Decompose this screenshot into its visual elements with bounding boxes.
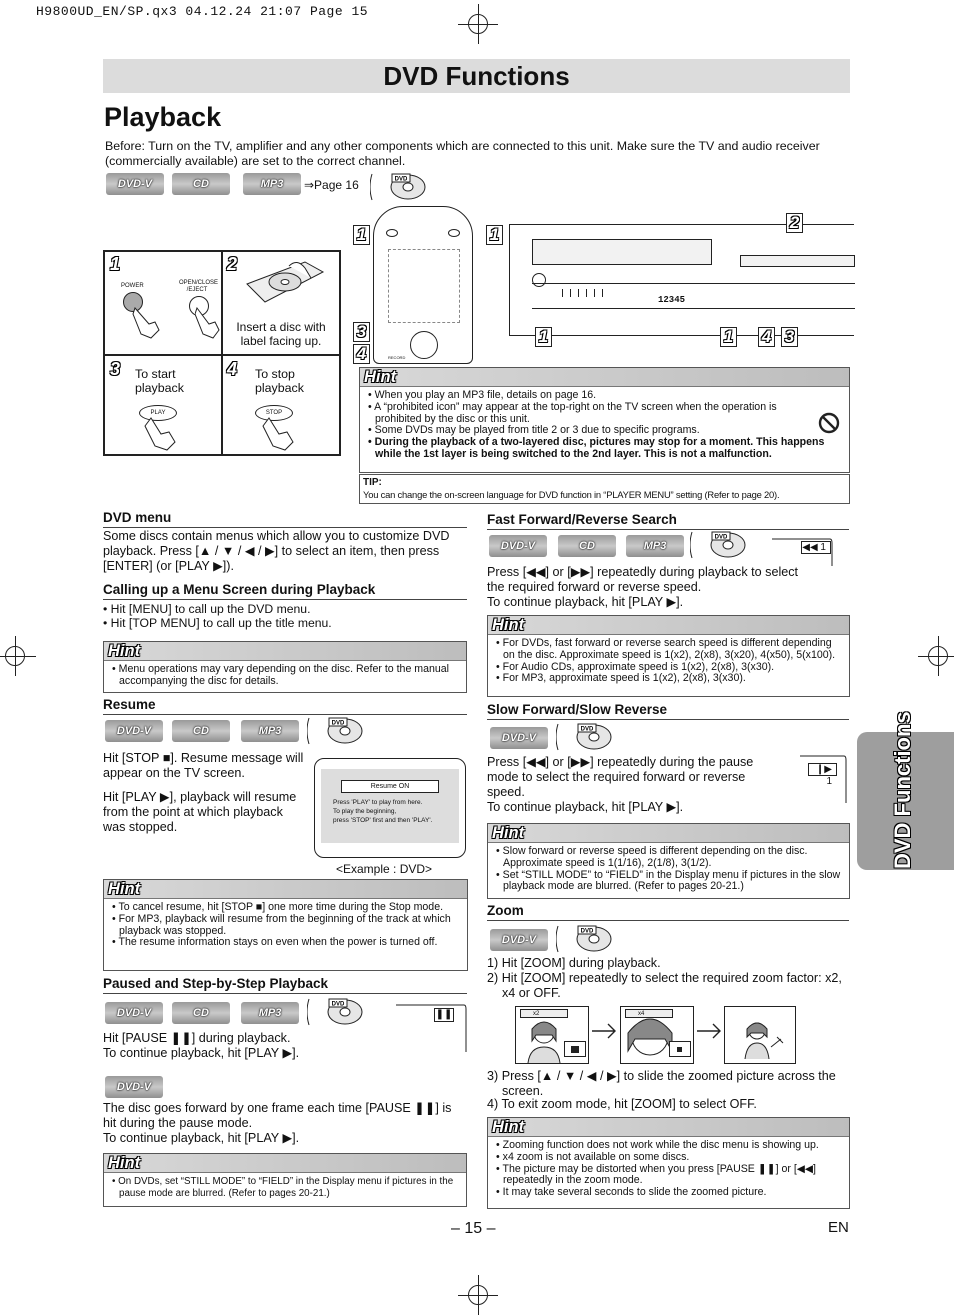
svg-text:DVD: DVD <box>331 720 345 727</box>
zoom-step-3: 3) Press [▲ / ▼ / ◀ / ▶] to slide the zoomed picture across the screen. <box>487 1069 836 1098</box>
callout-3: 3 <box>781 327 798 347</box>
slow-heading: Slow Forward/Slow Reverse <box>487 702 849 720</box>
zoom-step-4: 4) To exit zoom mode, hit [ZOOM] to select OFF. <box>487 1097 757 1111</box>
hint-item: • The resume information stays on even when the power is turned off. <box>109 937 463 949</box>
hint-title: Hint <box>492 1118 525 1136</box>
intro-text: Before: Turn on the TV, amplifier and any other components which are connected to this unit. Make sure the TV and audio receiver (commercially available) are set to the correct channel. <box>105 139 820 168</box>
hint-item: • x4 zoom is not available on some discs. <box>493 1152 845 1164</box>
remote-eject-button <box>448 229 460 237</box>
zoom-x2-label: x2 <box>520 1009 568 1018</box>
dvd-vcr-unit <box>509 224 854 336</box>
hand-icon <box>139 414 179 452</box>
mp3-badge: MP3 <box>243 173 301 195</box>
hint-zoom <box>487 1117 850 1209</box>
ff-heading: Fast Forward/Reverse Search <box>487 512 849 530</box>
resume-screen-line-1: Press 'PLAY' to play from here. <box>333 799 423 806</box>
open-close-label: OPEN/CLOSE /EJECT <box>179 280 219 293</box>
calling-line-2: • Hit [TOP MENU] to call up the title menu. <box>103 616 332 630</box>
resume-example-caption: <Example : DVD> <box>336 862 433 876</box>
hint-slow <box>487 823 850 899</box>
hint-title: Hint <box>108 880 141 898</box>
callout-3: 3 <box>353 322 370 342</box>
cd-badge: CD <box>172 173 230 195</box>
remote-keypad <box>388 249 460 323</box>
dvdv-badge: DVD-V <box>105 720 163 742</box>
dvd-menu-text: Some discs contain menus which allow you to customize DVD playback. Press [▲ / ▼ / ◀ / ▶] to select an item, then press [ENTER] (or [PLAY ▶]). <box>103 529 450 573</box>
stop-instruction: To stop playback <box>255 367 304 395</box>
resume-screen-title: Resume ON <box>341 780 439 793</box>
dvd-disc-icon <box>370 172 426 202</box>
slow-display: ❙▶ 1 <box>808 763 837 776</box>
remote-play-button <box>410 331 438 359</box>
callout-2: 2 <box>786 213 803 233</box>
insert-instruction: Insert a disc with label facing up. <box>236 320 326 348</box>
front-buttons <box>560 289 610 297</box>
hint-title: Hint <box>108 642 141 660</box>
hint-item: • Slow forward or reverse speed is different depending on the disc. Approximate speed is 1(1/16), 2(1/8), 3(1/2). <box>493 846 845 870</box>
dvd-disc-icon <box>556 722 612 752</box>
hint-menu <box>103 641 467 693</box>
svg-text:DVD: DVD <box>580 726 594 733</box>
hint-item: • Menu operations may vary depending on the disc. Refer to the manual accompanying the disc for details. <box>109 664 462 688</box>
dvd-disc-icon <box>307 997 363 1027</box>
svg-text:DVD: DVD <box>580 928 594 935</box>
svg-text:DVD: DVD <box>331 1001 345 1008</box>
dvdv-badge: DVD-V <box>106 173 164 195</box>
callout-4: 4 <box>758 327 775 347</box>
dvd-disc-icon <box>556 924 612 954</box>
remote-power-button <box>386 229 398 237</box>
tip-text: You can change the on-screen language for DVD function in “PLAYER MENU” setting (Refer to page 20). <box>363 489 780 500</box>
remote-control <box>373 206 473 364</box>
hint-paused <box>103 1153 467 1207</box>
svg-text:DVD: DVD <box>714 534 728 541</box>
hint-ff <box>487 615 850 697</box>
page-ref: ⇒Page 16 <box>304 178 359 192</box>
play-button: PLAY <box>139 405 177 421</box>
hint-item: • For MP3, playback will resume from the beginning of the track at which playback was stopped. <box>109 914 463 938</box>
paused-text-2: To continue playback, hit [PLAY ▶]. <box>103 1046 300 1060</box>
slow-text-2: To continue playback, hit [PLAY ▶]. <box>487 800 684 814</box>
start-instruction: To start playback <box>135 367 184 395</box>
prohibited-icon <box>818 412 840 434</box>
hint-item: • Some DVDs may be played from title 2 or 3 due to specific programs. <box>365 425 789 437</box>
step-4-number: 4 <box>227 359 238 379</box>
side-tab <box>857 711 954 870</box>
display-counter: 12345 <box>658 295 686 305</box>
resume-tv-screen <box>314 758 466 858</box>
ff-display: ◀◀ 1 <box>801 541 831 554</box>
tip-box <box>359 474 850 504</box>
bracket-line <box>396 1004 468 1054</box>
dvdv-badge: DVD-V <box>490 929 548 951</box>
step-figure <box>103 250 341 456</box>
dvd-tray <box>740 255 855 267</box>
zoom-step-2: 2) Hit [ZOOM] repeatedly to select the required zoom factor: x2, x4 or OFF. <box>487 971 842 1000</box>
hint-item: • Set “STILL MODE” to “FIELD” in the Display menu if pictures in the slow playback mode are blurred. (Refer to pages 20-21.) <box>493 870 845 894</box>
hint-item: • On DVDs, set “STILL MODE” to “FIELD” in the Display menu if pictures in the pause mode are blurred. (Refer to pages 20-21.) <box>109 1176 462 1200</box>
title-band <box>103 59 850 93</box>
hint-item: • To cancel resume, hit [STOP ■] one more time during the Stop mode. <box>109 902 463 914</box>
registration-mark-left <box>0 636 36 676</box>
dvd-menu-heading: DVD menu <box>103 510 467 528</box>
hint-item: • A “prohibited icon” may appear at the top-right on the TV screen when the operation is prohibited by the disc or this unit. <box>365 402 789 426</box>
paused-heading: Paused and Step-by-Step Playback <box>103 976 467 994</box>
zoom-frame-x2 <box>515 1006 589 1064</box>
callout-4: 4 <box>353 344 370 364</box>
zoom-frame-x4 <box>620 1006 694 1064</box>
language-code: EN <box>828 1219 849 1236</box>
cd-badge: CD <box>172 1002 230 1024</box>
cd-badge: CD <box>558 535 616 557</box>
slow-text-1: Press [◀◀] or [▶▶] repeatedly during the pause mode to select the required forward or reverse speed. <box>487 755 754 799</box>
mp3-badge: MP3 <box>241 720 299 742</box>
paused-text-4: To continue playback, hit [PLAY ▶]. <box>103 1131 300 1145</box>
registration-mark-right <box>918 636 954 676</box>
arrow-icon <box>592 1022 618 1040</box>
callout-1: 1 <box>720 327 737 347</box>
svg-text:DVD: DVD <box>394 176 408 183</box>
front-knob <box>532 273 546 287</box>
resume-heading: Resume <box>103 697 467 715</box>
zoom-x4-label: x4 <box>625 1009 673 1018</box>
callout-1: 1 <box>353 225 370 245</box>
hint-title: Hint <box>492 616 525 634</box>
resume-screen-line-3: press 'STOP' first and then 'PLAY'. <box>333 817 433 824</box>
vcr-tape-slot <box>532 239 712 265</box>
resume-text-2: Hit [PLAY ▶], playback will resume from the point at which playback was stopped. <box>103 790 297 834</box>
hint-item: • It may take several seconds to slide the zoomed picture. <box>493 1187 845 1199</box>
dvdv-badge: DVD-V <box>105 1076 163 1098</box>
step-1-number: 1 <box>110 254 121 274</box>
hint-title: Hint <box>492 824 525 842</box>
dvdv-badge: DVD-V <box>489 535 547 557</box>
disc-tray-icon <box>245 258 325 314</box>
callout-1: 1 <box>535 327 552 347</box>
hint-item: • When you play an MP3 file, details on page 16. <box>365 390 789 402</box>
hint-item: • During the playback of a two-layered disc, pictures may stop for a moment. This happens while the 1st layer is being switched to the 2nd layer. This is not a malfunction. <box>365 437 845 461</box>
mp3-badge: MP3 <box>626 535 684 557</box>
paused-text-3: The disc goes forward by one frame each time [PAUSE ❚❚] is hit during the pause mode. <box>103 1101 452 1130</box>
tip-label: TIP: <box>363 477 382 488</box>
hint-resume <box>103 879 468 971</box>
hint-main <box>359 367 850 473</box>
step-2-number: 2 <box>227 254 238 274</box>
page-title: DVD Functions <box>383 61 570 91</box>
calling-heading: Calling up a Menu Screen during Playback <box>103 582 467 600</box>
resume-screen-line-2: To play the beginning, <box>333 808 397 815</box>
ff-text-2: To continue playback, hit [PLAY ▶]. <box>487 595 684 609</box>
hint-title: Hint <box>108 1154 141 1172</box>
dvdv-badge: DVD-V <box>490 727 548 749</box>
registration-mark-top <box>458 4 498 44</box>
paused-text-1: Hit [PAUSE ❚❚] during playback. <box>103 1031 291 1045</box>
zoom-frame-off <box>724 1006 796 1064</box>
zoom-navigator <box>564 1041 586 1057</box>
hint-title: Hint <box>364 368 397 386</box>
hand-icon <box>195 304 221 340</box>
print-header: H9800UD_EN/SP.qx3 04.12.24 21:07 Page 15 <box>36 4 369 19</box>
zoom-heading: Zoom <box>487 903 849 921</box>
zoom-step-1: 1) Hit [ZOOM] during playback. <box>487 956 661 970</box>
side-tab-label: DVD Functions <box>890 711 915 869</box>
person-icon <box>741 1019 785 1059</box>
resume-text-1: Hit [STOP ■]. Resume message will appear on the TV screen. <box>103 751 304 780</box>
pause-display: ❚❚ <box>435 1009 453 1020</box>
step-3-number: 3 <box>110 359 121 379</box>
hand-icon <box>257 414 297 452</box>
arrow-icon <box>697 1022 723 1040</box>
person-icon <box>623 1015 677 1065</box>
dvd-disc-icon <box>690 530 746 560</box>
section-title: Playback <box>104 102 222 132</box>
dvd-disc-icon <box>307 716 363 746</box>
mp3-badge: MP3 <box>241 1002 299 1024</box>
zoom-navigator <box>669 1041 691 1057</box>
callout-1: 1 <box>486 225 503 245</box>
hint-item: • For Audio CDs, approximate speed is 1(x2), 2(x8), 3(x30). <box>493 662 845 674</box>
cd-badge: CD <box>172 720 230 742</box>
person-icon <box>524 1019 564 1063</box>
hint-item: • The picture may be distorted when you press [PAUSE ❚❚] or [◀◀] repeatedly in the zoom mode. <box>493 1164 845 1188</box>
stop-button: STOP <box>255 405 293 421</box>
ff-text-1: Press [◀◀] or [▶▶] repeatedly during playback to select the required forward or reverse speed. <box>487 565 799 594</box>
power-label: POWER <box>121 283 144 289</box>
remote-record-label: RECORD <box>388 355 406 360</box>
hint-item: • For DVDs, fast forward or reverse search speed is different depending on the disc. Approximate speed is 1(x2), 2(x8), 3(x20), 4(x50), 5(x100). <box>493 638 845 662</box>
hint-item: • Zooming function does not work while the disc menu is showing up. <box>493 1140 845 1152</box>
hint-item: • For MP3, approximate speed is 1(x2), 2(x8), 3(x30). <box>493 673 845 685</box>
page-number: – 15 – <box>451 1220 496 1237</box>
registration-mark-bottom <box>458 1275 498 1315</box>
hand-icon <box>131 304 161 340</box>
calling-line-1: • Hit [MENU] to call up the DVD menu. <box>103 602 311 616</box>
dvdv-badge: DVD-V <box>105 1002 163 1024</box>
